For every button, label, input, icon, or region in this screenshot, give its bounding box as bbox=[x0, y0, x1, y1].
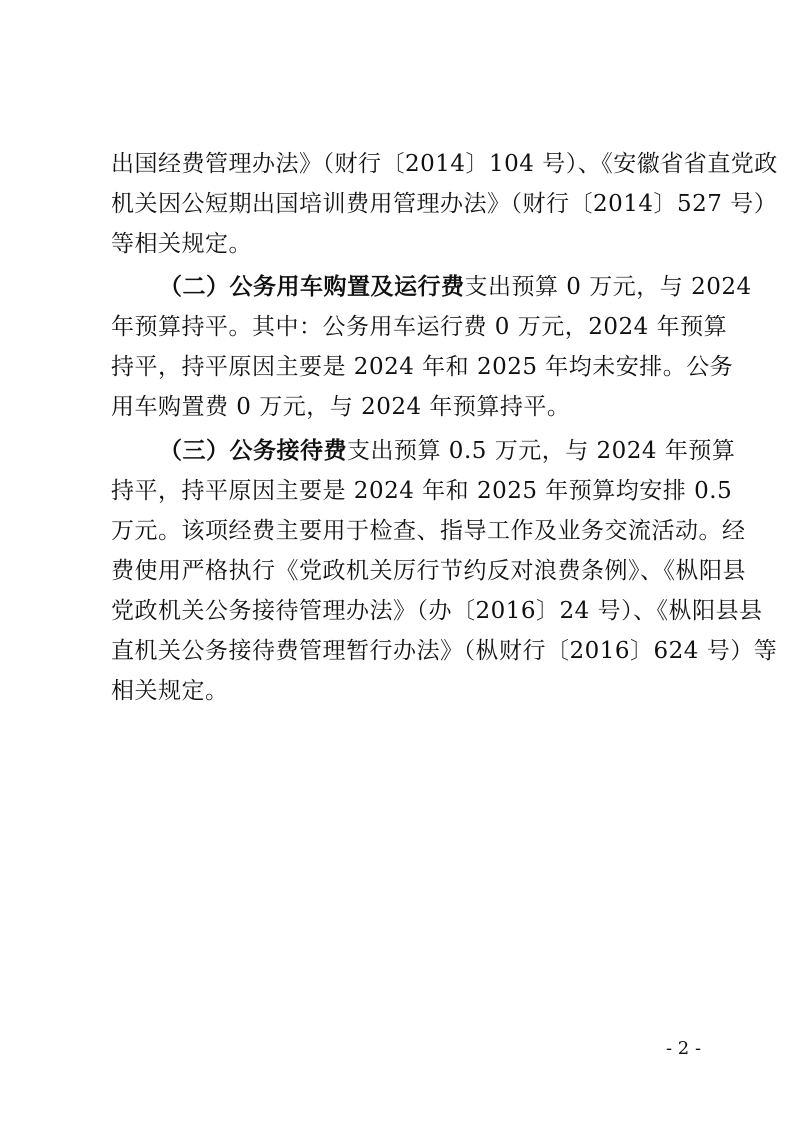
section-2-intro-text: 支出预算 0 万元，与 2024 bbox=[464, 274, 752, 300]
text-line-11: 费使用严格执行《党政机关厉行节约反对浪费条例》、《枞阳县 bbox=[111, 558, 746, 584]
text-line-6: 持平，持平原因主要是 2024 年和 2025 年均未安排。公务 bbox=[111, 354, 734, 380]
text-line-9: 持平，持平原因主要是 2024 年和 2025 年预算均安排 0.5 bbox=[111, 478, 733, 504]
text-line-5: 年预算持平。其中：公务用车运行费 0 万元，2024 年预算 bbox=[111, 314, 728, 340]
text-line-13: 直机关公务接待费管理暂行办法》（枞财行〔2016〕624 号）等 bbox=[111, 638, 778, 664]
section-3-heading: （三）公务接待费 bbox=[159, 437, 347, 464]
text-line-14: 相关规定。 bbox=[111, 678, 229, 704]
text-line-1: 出国经费管理办法》（财行〔2014〕104 号）、《安徽省省直党政 bbox=[111, 151, 778, 177]
text-line-2: 机关因公短期出国培训费用管理办法》（财行〔2014〕527 号） bbox=[111, 191, 778, 217]
text-line-10: 万元。该项经费主要用于检查、指导工作及业务交流活动。经 bbox=[111, 518, 746, 544]
section-3-first-line bbox=[159, 431, 735, 471]
text-line-7: 用车购置费 0 万元，与 2024 年预算持平。 bbox=[111, 394, 571, 420]
section-2-first-line bbox=[159, 267, 752, 307]
section-3-intro-text: 支出预算 0.5 万元，与 2024 年预算 bbox=[347, 438, 736, 464]
page-number: - 2 - bbox=[666, 1038, 702, 1059]
text-line-12: 党政机关公务接待管理办法》（办〔2016〕24 号）、《枞阳县县 bbox=[111, 598, 763, 624]
section-2-heading: （二）公务用车购置及运行费 bbox=[159, 273, 465, 300]
text-line-3: 等相关规定。 bbox=[111, 231, 252, 257]
